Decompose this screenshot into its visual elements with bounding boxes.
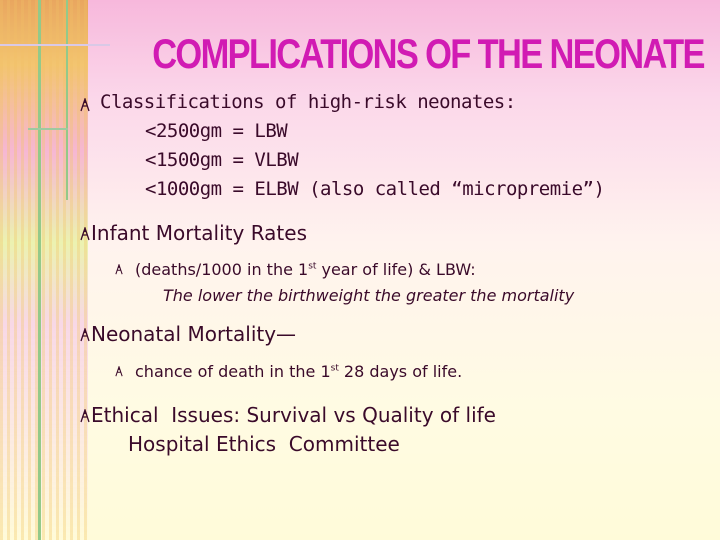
slide-title: COMPLICATIONS OF THE NEONATE [152,30,704,77]
hospital-ethics-committee: Hospital Ethics Committee [128,432,400,456]
decorative-horizontal-line [28,128,68,130]
infant-mortality-definition: (deaths/1000 in the 1st year of life) & LBW: [135,260,476,279]
decorative-horizontal-line [0,44,110,46]
bullet-infant-mortality: Infant Mortality Rates [91,221,307,245]
classification-elbw: <1000gm = ELBW (also called “micropremie”) [145,178,605,200]
flower-bullet-icon [80,409,90,423]
infant-mortality-note: The lower the birthweight the greater the mortality [163,286,575,305]
classification-lbw: <2500gm = LBW [145,120,288,142]
bullet-classifications: Classifications of high-risk neonates: [100,91,516,113]
flower-bullet-icon [80,227,90,241]
flower-bullet-icon [115,264,123,275]
decorative-vertical-line [38,0,41,540]
bullet-ethical-issues: Ethical Issues: Survival vs Quality of life [91,403,496,427]
bullet-neonatal-mortality: Neonatal Mortality— [91,322,297,346]
flower-bullet-icon [115,366,123,377]
flower-bullet-icon [80,328,90,342]
flower-bullet-icon [80,98,90,112]
neonatal-mortality-definition: chance of death in the 1st 28 days of life. [135,362,463,381]
decorative-left-border [0,0,88,540]
classification-vlbw: <1500gm = VLBW [145,149,299,171]
decorative-vertical-line [66,0,68,200]
